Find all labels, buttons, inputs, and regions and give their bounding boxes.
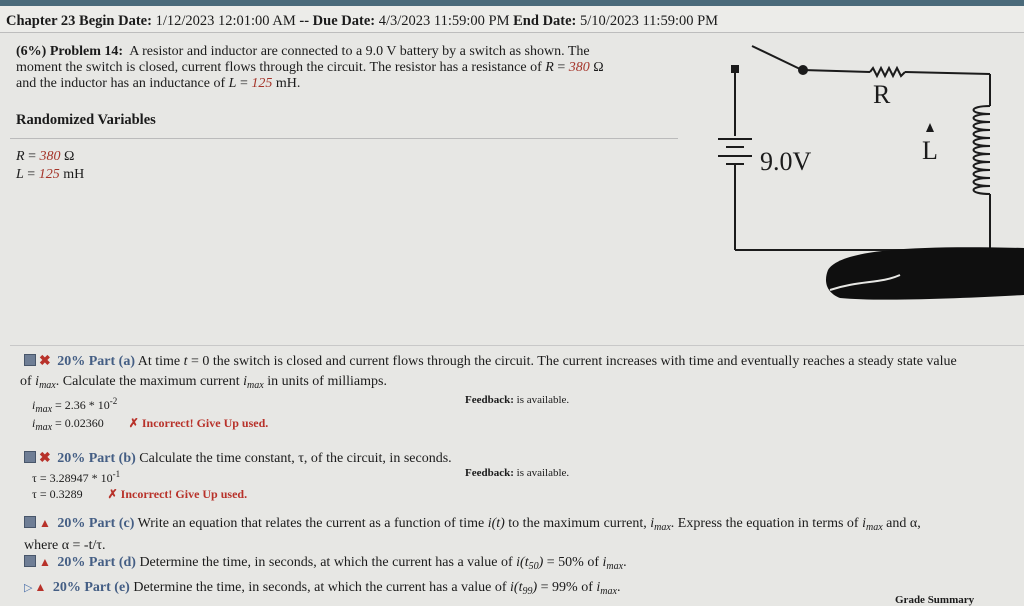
problem-text-3: and the inductor has an inductance of	[16, 76, 226, 91]
grade-summary-link[interactable]: Grade Summary	[895, 594, 975, 606]
part-c-label[interactable]: Part (c)	[88, 516, 135, 531]
due-date-value: 4/3/2023 11:59:00 PM	[378, 13, 510, 29]
problem-weight: (6%)	[16, 44, 47, 59]
part-a-answer-2: $i_{max} = 0.02360$ ✗ Incorrect! Give Up used.	[32, 416, 269, 433]
warning-icon: ▲	[34, 580, 47, 594]
battery-label: 9.0V	[760, 147, 812, 176]
part-d-label[interactable]: Part (d)	[88, 555, 136, 570]
part-a-cont: of $i_{max}$. Calculate the maximum current $i_{max}$ in units of milliamps.	[20, 374, 387, 391]
part-b-feedback[interactable]: Feedback: is available.	[465, 467, 570, 479]
part-b-answer-2: τ = 0.3289 ✗ Incorrect! Give Up used.	[32, 487, 248, 501]
warning-icon: ▲	[39, 516, 51, 530]
problem-text-1: A resistor and inductor are connected to a 9.0 V battery by a switch as shown. The	[129, 44, 590, 59]
incorrect-icon: ✖	[39, 451, 51, 466]
part-e-header: ▷ ▲ 20% Part (e) Determine the time, in seconds, at which the current has a value of $i(t_{99}) = 99\%$ of $i_{max}$.	[24, 580, 621, 597]
expand-arrow-icon[interactable]: ▷	[24, 582, 33, 594]
part-b-answer-1: $\tau = 3.28947 * 10^{-1}$	[32, 469, 121, 485]
wire-top-2	[905, 72, 990, 74]
inductor-coil	[974, 106, 991, 194]
warning-icon: ▲	[39, 555, 51, 569]
incorrect-icon: ✖	[39, 354, 51, 369]
problem-text-2: moment the switch is closed, current flows through the circuit. The resistor has a resistance of	[16, 60, 542, 75]
inductor-label: L	[922, 136, 938, 165]
part-e-label[interactable]: Part (e)	[84, 580, 130, 595]
date-separator: --	[299, 13, 310, 29]
part-b-result: ✗ Incorrect! Give Up used.	[107, 487, 248, 501]
part-a-header: ✖ 20% Part (a) At time t = 0 the switch is closed and current flows through the circuit. The current increases with time and eventually reaches a steady state value	[24, 353, 957, 370]
collapse-icon[interactable]	[24, 354, 36, 366]
randomized-divider	[10, 138, 678, 139]
cursor-arrow-icon	[926, 123, 934, 132]
part-a-feedback[interactable]: Feedback: is available.	[465, 394, 570, 406]
resistance-value: 380	[568, 60, 590, 75]
resistor-label: R	[873, 80, 891, 109]
inductance-value: 125	[251, 76, 273, 91]
redacted-region	[820, 240, 1024, 305]
end-date-value: 5/10/2023 11:59:00 PM	[580, 13, 719, 29]
wire-top-1	[803, 70, 870, 72]
part-b-label[interactable]: Part (b)	[88, 451, 136, 466]
part-a-label[interactable]: Part (a)	[88, 354, 135, 369]
begin-date-label: Begin Date:	[79, 13, 152, 29]
begin-date-value: 1/12/2023 12:01:00 AM	[155, 13, 296, 29]
chapter-title: Chapter 23	[6, 13, 76, 29]
resistor-symbol	[870, 68, 905, 76]
collapse-icon[interactable]	[24, 516, 36, 528]
circuit-diagram	[700, 36, 1000, 261]
part-c-cont: where α = -t/τ.	[24, 538, 106, 553]
assignment-header	[0, 6, 1024, 33]
randomized-variables-title: Randomized Variables	[16, 112, 156, 128]
due-date-label: Due Date:	[312, 13, 376, 29]
switch-arm	[752, 46, 800, 69]
collapse-icon[interactable]	[24, 555, 36, 567]
problem-title: Problem 14:	[49, 44, 124, 59]
problem-statement: (6%) Problem 14: A resistor and inductor are connected to a 9.0 V battery by a switch as shown. The moment the switch is closed, current flows through the circuit. The resistor has a resistance of R = 380 Ω and the inductor has an inductance of L = 125 mH.	[16, 44, 604, 91]
collapse-icon[interactable]	[24, 451, 36, 463]
part-b-header: ✖ 20% Part (b) Calculate the time constant, τ, of the circuit, in seconds.	[24, 450, 452, 467]
randomized-r: R = 380 Ω	[16, 149, 75, 164]
part-a-answer-1: $i_{max} = 2.36 * 10^{-2}$	[32, 396, 118, 415]
switch-terminal-left	[732, 66, 738, 72]
part-c-header: ▲ 20% Part (c) Write an equation that relates the current as a function of time i(t) to the maximum current, $i_{max}$. Express the equation in terms of $i_{max}$ and α,	[24, 516, 921, 532]
part-a-result: ✗ Incorrect! Give Up used.	[128, 416, 269, 430]
randomized-l: L = 125 mH	[16, 167, 85, 182]
parts-divider	[10, 345, 1024, 346]
end-date-label: End Date:	[513, 13, 577, 29]
part-d-header: ▲ 20% Part (d) Determine the time, in seconds, at which the current has a value of $i(t_{50}) = 50\%$ of $i_{max}$.	[24, 555, 627, 571]
